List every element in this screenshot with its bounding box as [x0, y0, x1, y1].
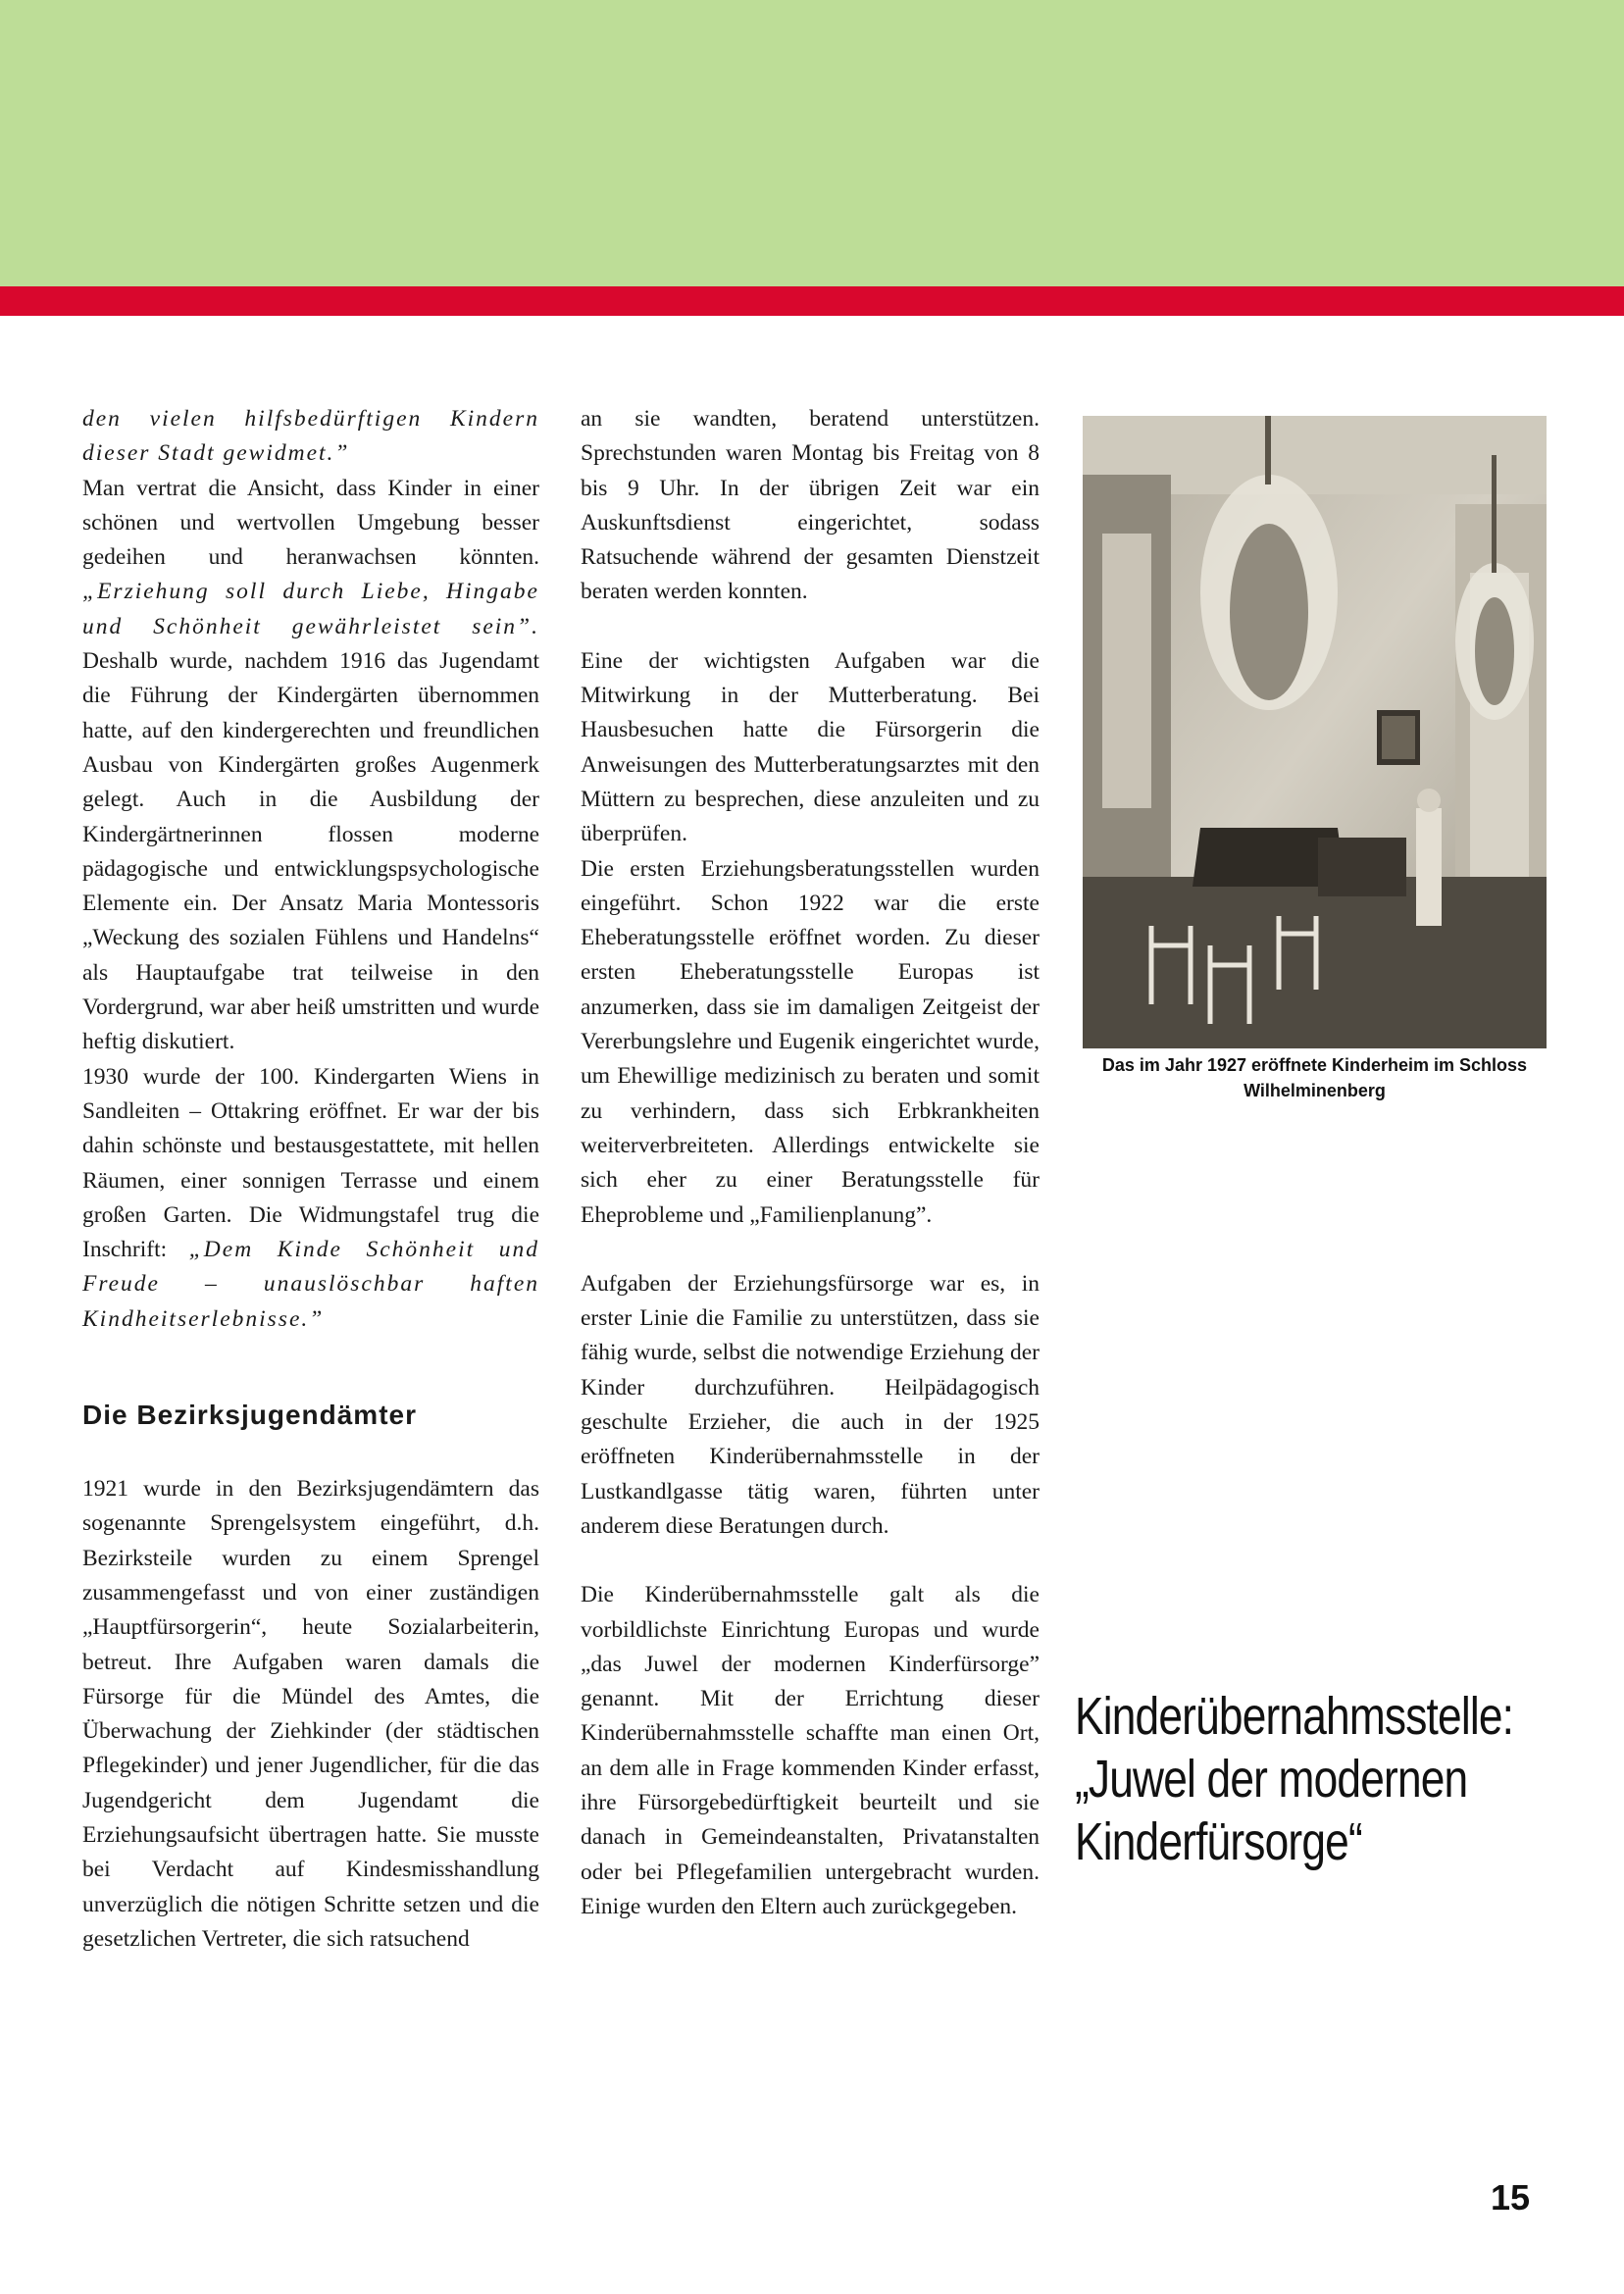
intro-italic-quote: den vielen hilfsbedürftigen Kindern dieser Stadt gewidmet.”	[82, 406, 539, 467]
paragraph-montessori	[82, 472, 539, 1060]
historic-photo	[1083, 416, 1547, 1048]
paragraph-eheberatung: Die ersten Erziehungsberatungsstellen wurden eingeführt. Schon 1922 war die erste Eheberatungsstelle eröffnet worden. Zu dieser ersten Eheberatungsstelle Europas ist anzumerken, dass sie im damaligen Zeitgeist der Vererbungslehre und Eugenik eingerichtet wurde, um Ehewillige medizinisch zu beraten und somit zu verhindern, dass sich Erbkrankheiten weiterverbreiteten. Allerdings entwickelte sie sich eher zu einer Beratungsstelle für Eheprobleme und „Familienplanung”.	[581, 855, 1040, 1228]
paragraph-text: 1930 wurde der 100. Kindergarten Wiens in Sandleiten – Ottakring eröffnet. Er war der bis dahin schönste und bestausgestattete, mit hellen Räumen, einer sonnigen Terrasse und einem großen Garten. Die Widmungstafel trug die Inschrift:	[82, 1063, 539, 1263]
paragraph-mutterberatung: Eine der wichtigsten Aufgaben war die Mitwirkung in der Mutterberatung. Bei Hausbesuchen hatte die Fürsorgerin die Anweisungen des Mutterberatungsarztes mit den Müttern zu besprechen, diese anzuleiten und zu überprüfen.	[581, 647, 1040, 847]
italic-quote: „Erziehung soll durch Liebe, Hingabe und Schönheit gewährleistet sein”.	[82, 579, 539, 639]
paragraph-text: Deshalb wurde, nachdem 1916 das Jugendamt die Führung der Kindergärten übernommen hatte, auf den kindergerechten und freundlichen Ausbau von Kindergärten großes Augenmerk gelegt. Auch in die Ausbildung der Kindergärtnerinnen flossen moderne pädagogische und entwicklungspsychologische Elemente ein. Der Ansatz Maria Montessoris „Weckung des sozialen Fühlens und Handelns“ als Hauptaufgabe trat teilweise in den Vordergrund, war aber heiß umstritten und wurde heftig diskutiert.	[82, 648, 539, 1055]
text-column-middle	[581, 402, 1040, 1924]
header-band-red	[0, 286, 1624, 316]
pull-quote-line: Kinderfürsorge“	[1075, 1812, 1362, 1871]
paragraph-erziehungsfuersorge: Aufgaben der Erziehungsfürsorge war es, in erster Linie die Familie zu unterstützen, dass sie fähig wurde, selbst die notwendige Erziehung der Kinder durchzuführen. Heilpädagogisch geschulte Erzieher, die auch in der 1925 eröffneten Kinderübernahmsstelle in der Lustkandlgasse tätig waren, führten unter anderem diese Beratungen durch.	[581, 1270, 1040, 1539]
page-number: 15	[1490, 2177, 1530, 2218]
text-column-left	[82, 402, 539, 1957]
pull-quote	[1075, 1685, 1514, 1873]
paragraph-kinderuebernahmsstelle: Die Kinderübernahmsstelle galt als die vorbildlichste Einrichtung Europas und wurde „das Juwel der modernen Kinderfürsorge” genannt. Mit der Errichtung dieser Kinderübernahmsstelle schaffte man einen Ort, an dem alle in Frage kommenden Kinder erfasst, ihre Fürsorgebedürftigkeit beurteilt und sie danach in Gemeindeanstalten, Privatanstalten oder bei Pflegefamilien untergebracht wurden. Einige wurden den Eltern auch zurückgegeben.	[581, 1582, 1040, 1919]
paragraph-sprechstunden: an sie wandten, beratend unterstützen. Sprechstunden waren Montag bis Freitag von 8 bis 9 Uhr. In der übrigen Zeit war ein Auskunftsdienst eingerichtet, sodass Ratsuchende während der gesamten Dienstzeit beraten werden konnten.	[581, 406, 1040, 605]
italic-quote: „Dem Kinde Schönheit und Freude – unauslöschbar haften Kindheitserlebnisse.”	[82, 1237, 539, 1332]
paragraph-sandleiten	[82, 1060, 539, 1337]
header-band-green	[0, 0, 1624, 286]
section-heading: Die Bezirksjugendämter	[82, 1400, 417, 1431]
paragraph-intro	[82, 402, 539, 472]
paragraph-text: Man vertrat die Ansicht, dass Kinder in einer schönen und wertvollen Umgebung besser gedeihen und heranwachsen könnten.	[82, 475, 539, 571]
paragraph-sprengelsystem: 1921 wurde in den Bezirksjugendämtern das sogenannte Sprengelsystem eingeführt, d.h. Bezirksteile wurden zu einem Sprengel zusammengefasst und von einer zuständigen „Hauptfürsorgerin“, heute Sozialarbeiterin, betreut. Ihre Aufgaben waren damals die Fürsorge für die Mündel des Amtes, die Überwachung der Ziehkinder (der städtischen Pflegekinder) und jener Jugendlicher, für die das Jugendgericht dem Jugendamt die Erziehungsaufsicht übertragen hatte. Sie musste bei Verdacht auf Kindesmisshandlung unverzüglich die nötigen Schritte setzen und die gesetzlichen Vertreter, die sich ratsuchend	[82, 1476, 539, 1952]
photo-caption: Das im Jahr 1927 eröffnete Kinderheim im Schloss Wilhelminenberg	[1101, 1055, 1528, 1100]
pull-quote-line: „Juwel der modernen	[1075, 1750, 1468, 1809]
pull-quote-line: Kinderübernahmsstelle:	[1075, 1687, 1514, 1746]
